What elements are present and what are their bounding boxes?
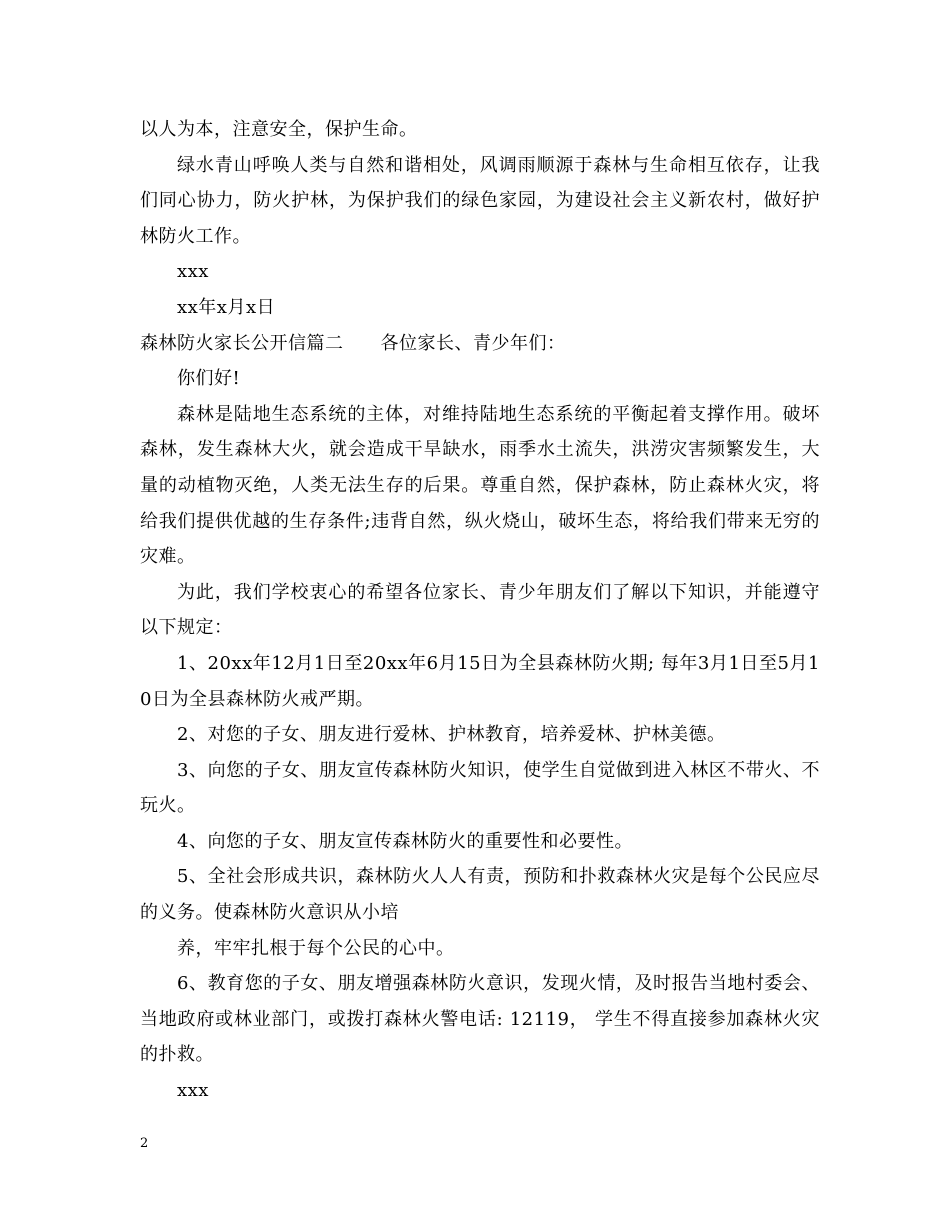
paragraph-appeal: 绿水青山呼唤人类与自然和谐相处，风调雨顺源于森林与生命相互依存，让我们同心协力，防火护林，为保护我们的绿色家园，为建设社会主义新农村，做好护林防火工作。	[140, 154, 820, 247]
letter-title-and-salutation: 森林防火家长公开信篇二 各位家长、青少年们：	[140, 332, 566, 354]
rule-item-5-continued: 养，牢牢扎根于每个公民的心中。	[177, 937, 455, 959]
rule-item-6: 6、教育您的子女、朋友增强森林防火意识，发现火情，及时报告当地村委会、当地政府或林业部门，或拨打森林火警电话: 12119， 学生不得直接参加森林火灾的扑救。	[140, 973, 820, 1066]
paragraph-forest-importance: 森林是陆地生态系统的主体，对维持陆地生态系统的平衡起着支撑作用。破坏森林，发生森林大火，就会造成干旱缺水，雨季水土流失，洪涝灾害频繁发生，大量的动植物灭绝，人类无法生存的后果。尊重自然，保护森林，防止森林火灾，将给我们提供优越的生存条件;违背自然，纵火烧山，破坏生态，将给我们带来无穷的灾难。	[140, 403, 820, 568]
rule-item-4: 4、向您的子女、朋友宣传森林防火的重要性和必要性。	[177, 830, 633, 852]
greeting: 你们好!	[177, 368, 241, 390]
signature-1: xxx	[177, 261, 209, 283]
rule-item-2: 2、对您的子女、朋友进行爱林、护林教育，培养爱林、护林美德。	[177, 724, 726, 746]
rule-item-3: 3、向您的子女、朋友宣传森林防火知识，使学生自觉做到进入林区不带火、不玩火。	[140, 759, 820, 817]
date-line: xx年x月x日	[177, 296, 276, 318]
rule-item-5: 5、全社会形成共识，森林防火人人有责，预防和扑救森林火灾是每个公民应尽的义务。使森林防火意识从小培	[140, 866, 820, 924]
rule-item-1: 1、20xx年12月1日至20xx年6月15日为全县森林防火期; 每年3月1日至5月10日为全县森林防火戒严期。	[140, 652, 820, 710]
signature-2: xxx	[177, 1080, 209, 1102]
paragraph-closing-line: 以人为本，注意安全，保护生命。	[140, 119, 418, 140]
page-number: 2	[140, 1136, 149, 1151]
document-body	[140, 112, 820, 1109]
paragraph-request: 为此，我们学校衷心的希望各位家长、青少年朋友们了解以下知识，并能遵守以下规定：	[140, 581, 820, 639]
